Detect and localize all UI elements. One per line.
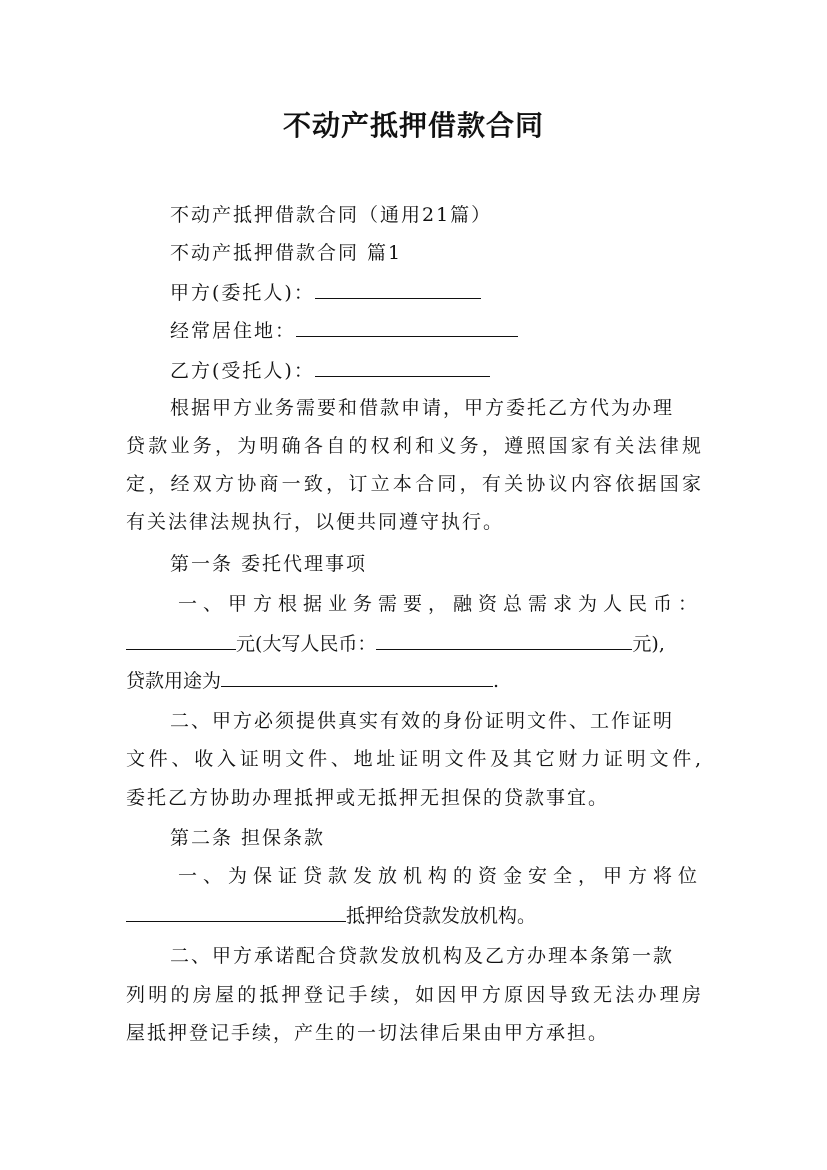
section-heading: 不动产抵押借款合同 篇1 [170,242,403,264]
paragraph-line: 文件、收入证明文件、地址证明文件及其它财力证明文件, [126,748,701,770]
loan-purpose-end: . [493,670,500,692]
residence-line [170,316,518,343]
residence-label: 经常居住地： [170,320,297,342]
article-1-clause-2: 二、甲方必须提供真实有效的身份证明文件、工作证明 [170,710,675,732]
party-a-label: 甲方(委托人)： [170,282,315,304]
article-2-clause-1: 一、为保证贷款发放机构的资金安全，甲方将位 [178,865,704,887]
paragraph-line: 贷款业务，为明确各自的权利和义务，遵照国家有关法律规 [126,435,701,457]
mortgage-text: 抵押给贷款发放机构。 [346,905,537,927]
paragraph-line: 定，经双方协商一致，订立本合同，有关协议内容依据国家 [126,473,701,495]
loan-purpose-blank [221,668,493,687]
paragraph-line: 委托乙方协助办理抵押或无抵押无担保的贷款事宜。 [126,787,610,809]
document-title: 不动产抵押借款合同 [282,109,544,142]
loan-purpose-line [126,666,499,693]
article-1-heading: 第一条 委托代理事项 [170,553,368,575]
party-b-label: 乙方(受托人)： [170,360,315,382]
loan-purpose-label: 贷款用途为 [126,670,222,692]
amount-line [126,629,665,656]
mortgage-line [126,901,536,928]
article-1-clause-1: 一、甲方根据业务需要，融资总需求为人民币： [178,593,704,615]
paragraph-line: 根据甲方业务需要和借款申请，甲方委托乙方代为办理 [170,397,675,419]
residence-blank [296,318,518,337]
paragraph-line: 屋抵押登记手续，产生的一切法律后果由甲方承担。 [126,1022,610,1044]
party-a-blank [315,280,481,299]
amount-suffix: 元), [632,633,665,655]
party-b-blank [315,358,490,377]
paragraph-line: 有关法律法规执行，以便共同遵守执行。 [126,511,505,533]
subtitle-line: 不动产抵押借款合同（通用21篇） [170,204,493,226]
article-2-heading: 第二条 担保条款 [170,827,326,849]
party-a-line [170,278,481,305]
article-2-clause-2: 二、甲方承诺配合贷款发放机构及乙方办理本条第一款 [170,945,675,967]
amount-uppercase-blank [376,631,632,650]
party-b-line [170,356,490,383]
paragraph-line: 列明的房屋的抵押登记手续，如因甲方原因导致无法办理房 [126,984,701,1006]
amount-uppercase-label: 元(大写人民币： [236,633,377,655]
property-blank [126,903,346,922]
amount-blank [126,631,236,650]
